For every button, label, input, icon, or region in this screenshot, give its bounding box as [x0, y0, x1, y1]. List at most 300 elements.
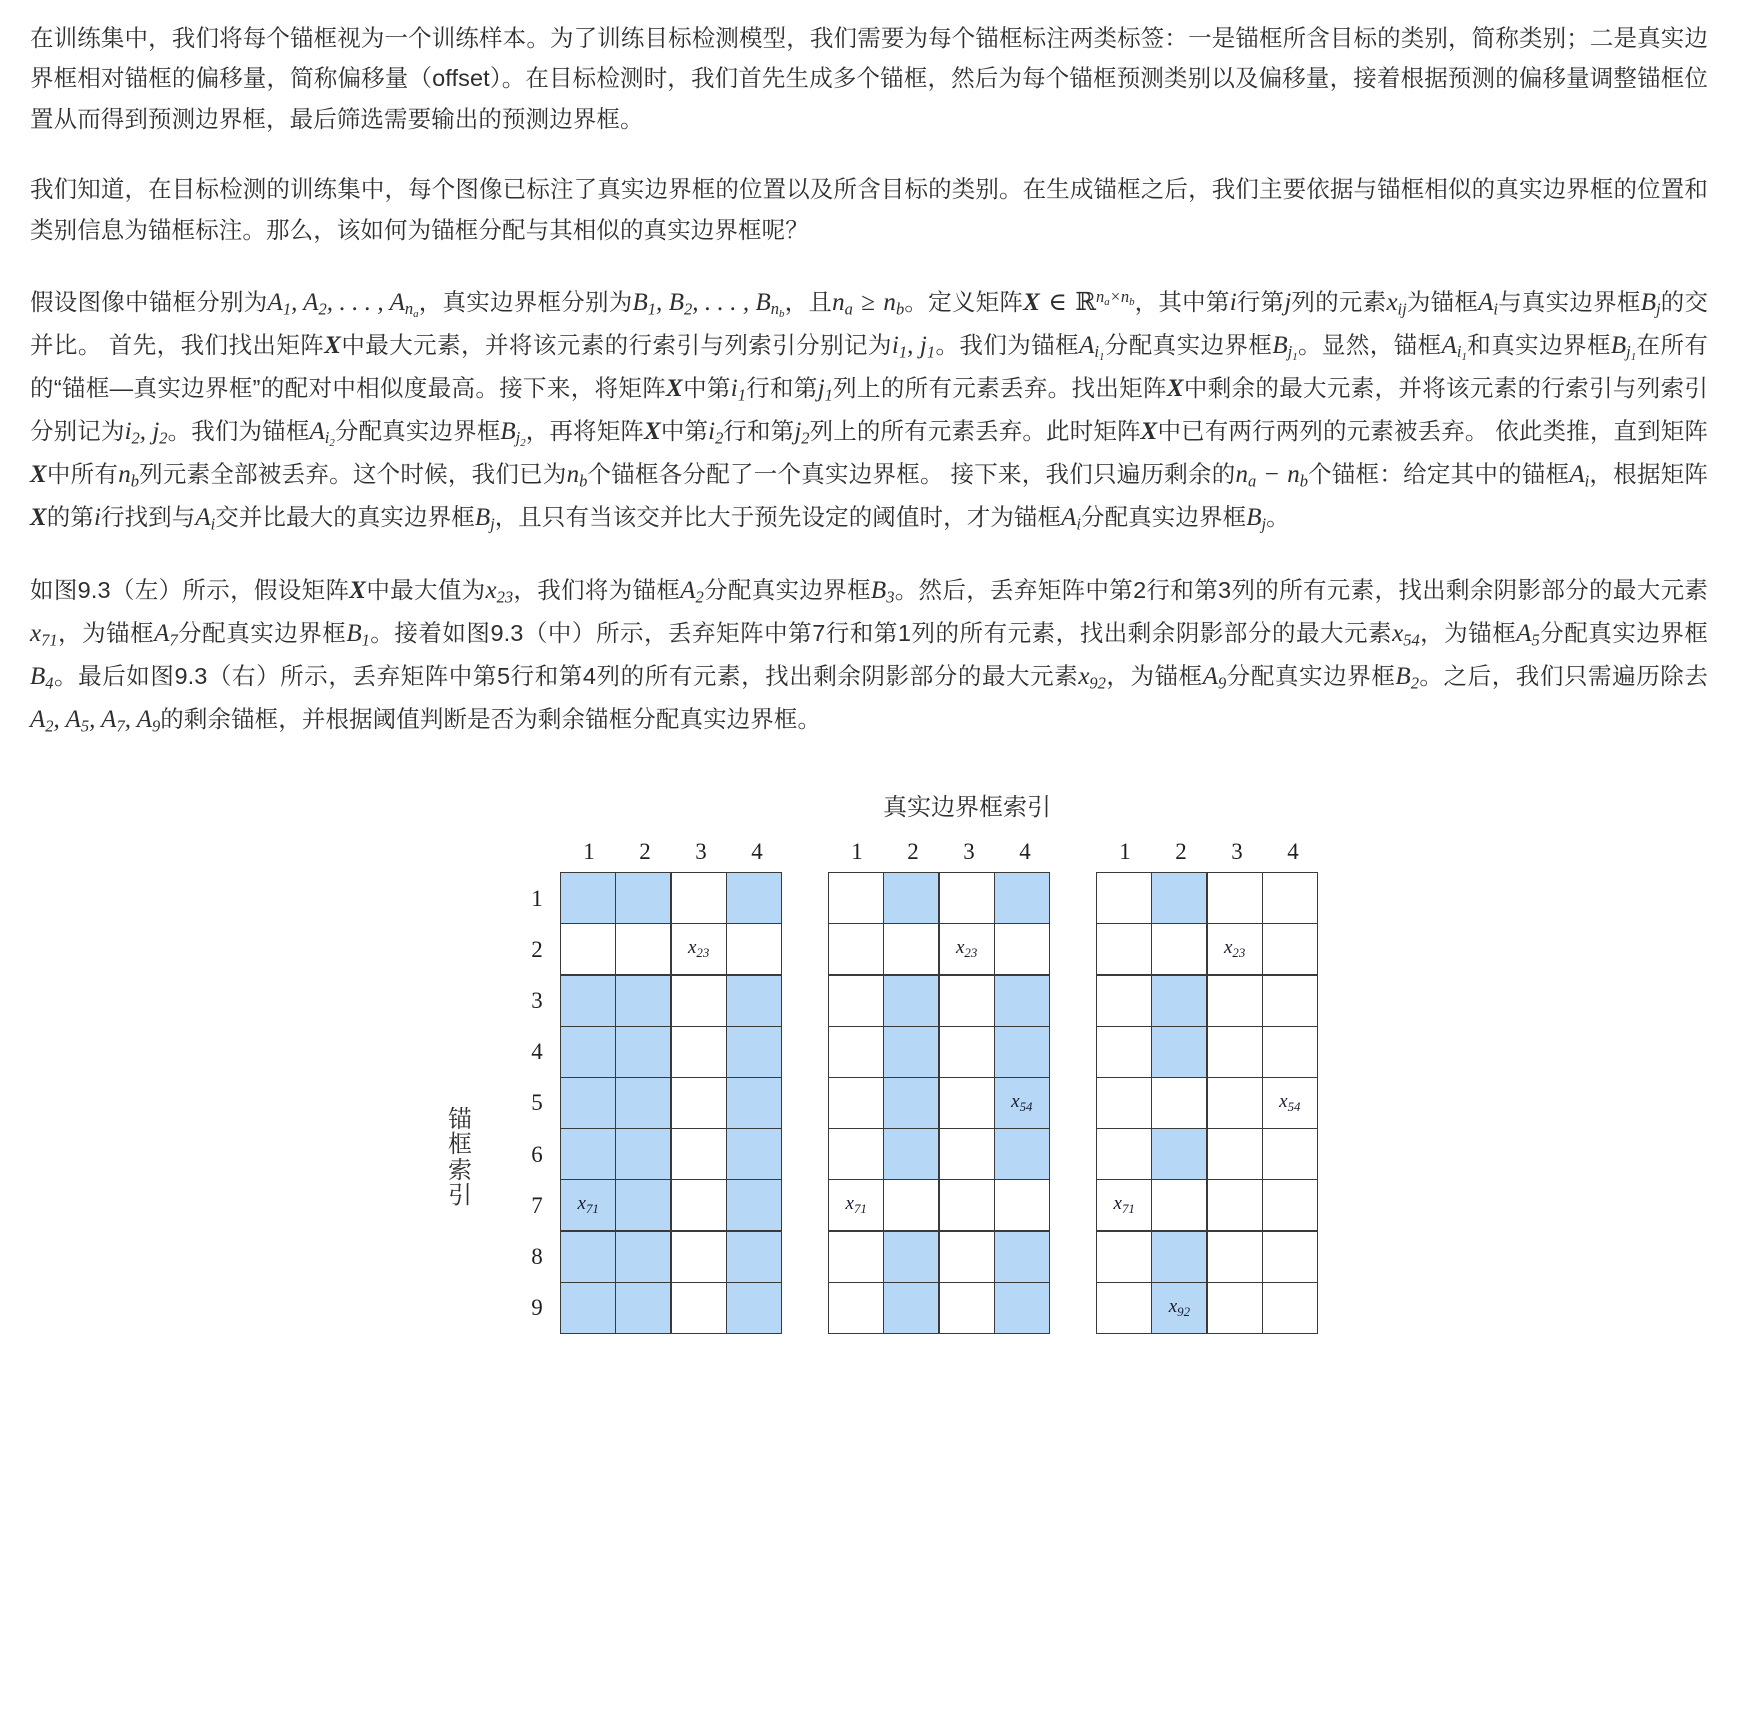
matrix-cell [828, 1231, 884, 1283]
math-Bj-3: $B_j$ [1246, 504, 1267, 534]
matrix-cell [726, 923, 782, 975]
p3-seg-17: 行和第 [745, 375, 818, 402]
matrix-row-cells [1097, 873, 1318, 924]
column-header: 2 [1175, 839, 1187, 865]
matrix-cell [1151, 1282, 1207, 1334]
column-header: 3 [1231, 839, 1243, 865]
matrix-row-cells [561, 873, 782, 924]
matrix-cell [1262, 1077, 1318, 1129]
matrix-cell [994, 1231, 1050, 1283]
math-Bj2: $B_{j_2}$ [500, 418, 526, 450]
matrix-cell [560, 872, 616, 924]
p3-seg-0: 假设图像中锚框分别为 [30, 289, 268, 316]
math-nb-2: $n_b$ [566, 461, 588, 491]
p4-seg-9: 分配真实边界框 [1539, 620, 1709, 647]
math-B2: $B_2$ [1395, 663, 1419, 693]
matrix-cell [726, 872, 782, 924]
matrix-cell [994, 1282, 1050, 1334]
matrix-row [829, 1231, 1053, 1282]
column-header: 2 [639, 839, 651, 865]
matrix-cell [1096, 1282, 1152, 1334]
math-X-4: X [644, 418, 661, 446]
matrix-row-cells [561, 924, 782, 975]
matrix-cell [883, 1179, 939, 1231]
math-X-in-R: ∈ ℝ$^{n_a\times n_b}$ [1048, 286, 1135, 317]
matrix-cell [1096, 1179, 1152, 1231]
p3-seg-10: 中最大元素，并将该元素的行索引与列索引分别记为 [341, 332, 892, 359]
matrix-cell [671, 872, 727, 924]
matrix-cell [939, 872, 995, 924]
math-i2: $i_2$ [708, 418, 724, 448]
matrix-row [829, 1078, 1053, 1129]
column-header: 4 [1019, 839, 1031, 865]
matrix-cell [726, 975, 782, 1027]
row-header: 2 [531, 936, 543, 962]
math-gtboxes-list: $B_1$, $B_2$, . . . , $B_{n_b}$ [632, 289, 785, 321]
matrix-cell [560, 1026, 616, 1078]
matrix-cell [1151, 1026, 1207, 1078]
math-na-minus-nb: $n_a - n_b$ [1235, 461, 1308, 491]
p3-seg-16: 中第 [682, 375, 731, 402]
matrix-row-cells [1097, 1180, 1318, 1231]
matrix-cell [1262, 1282, 1318, 1334]
matrix-cell [615, 1026, 671, 1078]
matrix-cell [671, 1026, 727, 1078]
matrix-row [1097, 1078, 1321, 1129]
math-A9: $A_9$ [1202, 663, 1227, 693]
matrix-right [1097, 839, 1321, 1334]
p3-seg-12: 分配真实边界框 [1104, 332, 1273, 359]
math-i2-j2: $i_2$, $j_2$ [124, 418, 168, 448]
p3-seg-1: ，真实边界框分别为 [418, 289, 633, 316]
p3-seg-6: 列的元素 [1291, 289, 1387, 316]
matrix-cell [994, 1026, 1050, 1078]
matrix-row [1097, 1231, 1321, 1282]
matrix-cell [1151, 1231, 1207, 1283]
math-A5: $A_5$ [1516, 620, 1540, 650]
matrix-row [513, 1129, 785, 1180]
matrix-cell [1151, 923, 1207, 975]
column-header: 3 [695, 839, 707, 865]
matrix-cell [883, 1231, 939, 1283]
matrix-cell [939, 1026, 995, 1078]
matrix-row-cells [829, 1129, 1050, 1180]
matrix-row-cells [829, 1231, 1050, 1282]
matrix-cell [939, 1179, 995, 1231]
matrix-row-cells [561, 1180, 782, 1231]
matrix-cell [615, 1077, 671, 1129]
matrix-row-cells [561, 975, 782, 1026]
column-header: 3 [963, 839, 975, 865]
matrix-row [829, 1283, 1053, 1334]
column-header: 2 [907, 839, 919, 865]
matrix-cell [994, 1128, 1050, 1180]
matrix-row [1097, 975, 1321, 1026]
math-Ai1-2: $A_{i_1}$ [1441, 332, 1467, 364]
row-header: 5 [531, 1090, 543, 1116]
matrix-cell [883, 923, 939, 975]
matrix-cell [726, 1026, 782, 1078]
p3-seg-15: 在所有的“锚框—真实边界框”的配对中相似度最高。接下来，将矩阵 [30, 332, 1709, 402]
column-header: 4 [1287, 839, 1299, 865]
matrix-row-cells [1097, 1129, 1318, 1180]
matrix-cell [1262, 1128, 1318, 1180]
p4-seg-4: 。然后，丢弃矩阵中第2行和第3列的所有元素，找出剩余阴影部分的最大元素 [894, 577, 1709, 604]
p3-seg-22: ，再将矩阵 [525, 418, 644, 445]
math-Ai-4: $A_i$ [1061, 504, 1081, 534]
math-A-excluded-list: $A_2$, $A_5$, $A_7$, $A_9$ [30, 706, 161, 736]
matrix-row-cells [561, 1078, 782, 1129]
matrix-row [1097, 1283, 1321, 1334]
p3-seg-8: 与真实边界框 [1498, 289, 1641, 316]
matrix-cell [1151, 1128, 1207, 1180]
matrix-cell [726, 1077, 782, 1129]
matrix-cell [994, 872, 1050, 924]
matrix-row [829, 924, 1053, 975]
matrix-row-cells [1097, 1283, 1318, 1334]
matrix-cell [615, 1231, 671, 1283]
matrix-cell [828, 1026, 884, 1078]
p3-seg-27: 中所有 [46, 461, 119, 488]
math-A2: $A_2$ [680, 577, 704, 607]
math-x54: $x_{54}$ [1392, 620, 1420, 650]
matrix-cell [1096, 1128, 1152, 1180]
matrix-row [1097, 1129, 1321, 1180]
matrix-cell [883, 1282, 939, 1334]
math-X-6: X [30, 461, 47, 489]
matrix-middle [829, 839, 1053, 1334]
matrix-cell [615, 1128, 671, 1180]
math-X-3: X [1166, 375, 1184, 403]
matrix-row-cells [561, 1129, 782, 1180]
p3-seg-21: 分配真实边界框 [334, 418, 501, 445]
p3-seg-23: 中第 [660, 418, 709, 445]
matrix-row [829, 1027, 1053, 1078]
p3-seg-7: 为锚框 [1406, 289, 1479, 316]
p4-seg-2: ，我们将为锚框 [513, 577, 681, 604]
matrix-cell [560, 1128, 616, 1180]
p3-seg-35: ，且只有当该交并比大于预先设定的阈值时，才为锚框 [494, 504, 1062, 531]
matrix-cell [1207, 1282, 1263, 1334]
p4-seg-13: 。之后，我们只需遍历除去 [1418, 663, 1708, 690]
p3-seg-37: 。 [1266, 504, 1290, 531]
math-X-5: X [1140, 418, 1158, 446]
matrix-cell [883, 1026, 939, 1078]
matrix-cell [994, 1077, 1050, 1129]
math-Ai-3: $A_i$ [195, 504, 216, 534]
column-headers-right [1097, 839, 1321, 865]
row-header: 8 [531, 1244, 543, 1270]
math-Ai: $A_i$ [1478, 289, 1499, 319]
matrix-row [513, 1231, 785, 1282]
matrix-row-cells [829, 1283, 1050, 1334]
column-header: 4 [751, 839, 763, 865]
column-headers-middle [829, 839, 1053, 865]
p3-seg-29: 个锚框各分配了一个真实边界框。 接下来，我们只遍历剩余的 [587, 461, 1236, 488]
paragraph-4 [30, 569, 1708, 741]
math-anchors-list: $A_1$, $A_2$, . . . , $A_{n_a}$ [267, 289, 419, 321]
matrix-cell [1262, 923, 1318, 975]
matrix-row-cells [1097, 924, 1318, 975]
matrix-cell [883, 1077, 939, 1129]
figure-row-axis-title-char: 索 [448, 1156, 472, 1184]
matrix-row [513, 1180, 785, 1231]
p4-seg-5: ，为锚框 [57, 620, 155, 647]
column-headers-left [513, 839, 785, 865]
p4-seg-0: 如图9.3（左）所示，假设矩阵 [30, 577, 350, 604]
figure-row-axis-title-char: 锚 [448, 1106, 472, 1134]
p3-seg-24: 行和第 [723, 418, 795, 445]
math-Ai-2: $A_i$ [1569, 461, 1590, 491]
figure-column-axis-title: 真实边界框索引 [883, 794, 1051, 822]
p3-seg-32: 的第 [46, 504, 94, 531]
paragraph-1: 在训练集中，我们将每个锚框视为一个训练样本。为了训练目标检测模型，我们需要为每个锚框标注两类标签：一是锚框所含目标的类别，简称类别；二是真实边界框相对锚框的偏移量，简称偏移量（offset）。在目标检测时，我们首先生成多个锚框，然后为每个锚框预测类别以及偏移量，接着根据预测的偏移量调整锚框位置从而得到预测边界框，最后筛选需要输出的预测边界框。 [30, 25, 1708, 132]
matrix-cell [1207, 975, 1263, 1027]
figure-row-axis-title-char: 框 [448, 1131, 472, 1159]
p3-seg-2: ，且 [784, 289, 833, 316]
matrix-cell [1262, 1026, 1318, 1078]
p3-seg-13: 。显然，锚框 [1297, 332, 1442, 359]
matrix-group [30, 839, 1708, 1334]
matrix-cell [1096, 975, 1152, 1027]
matrix-cell [1207, 1179, 1263, 1231]
p4-seg-8: ，为锚框 [1419, 620, 1517, 647]
matrix-cell [1151, 872, 1207, 924]
matrix-cell [828, 872, 884, 924]
matrix-row-cells [829, 924, 1050, 975]
row-header: 1 [531, 885, 543, 911]
matrix-cell [1207, 1077, 1263, 1129]
math-Ai1: $A_{i_1}$ [1079, 332, 1105, 364]
matrix-cell [994, 975, 1050, 1027]
matrix-cell [671, 923, 727, 975]
math-i-2: i [93, 504, 101, 532]
matrix-cell [1207, 872, 1263, 924]
matrix-cell [939, 1077, 995, 1129]
p3-seg-5: 行第 [1236, 289, 1285, 316]
matrix-cell [828, 923, 884, 975]
math-B4: $B_4$ [30, 663, 54, 693]
p3-seg-26: 中已有两行两列的元素被丢弃。 依此类推，直到矩阵 [1157, 418, 1709, 445]
row-header: 3 [531, 988, 543, 1014]
matrix-cell [560, 1282, 616, 1334]
matrix-cell [828, 975, 884, 1027]
matrix-cell [560, 1179, 616, 1231]
matrix-cell [615, 1282, 671, 1334]
p3-seg-25: 列上的所有元素丢弃。此时矩阵 [809, 418, 1141, 445]
matrix-cell [671, 1282, 727, 1334]
matrix-cell [1207, 1128, 1263, 1180]
cell-label: $x_{23}$ [955, 937, 978, 961]
math-x92: $x_{92}$ [1078, 663, 1106, 693]
matrix-cell [939, 923, 995, 975]
row-header: 4 [531, 1039, 543, 1065]
matrix-cell [560, 1231, 616, 1283]
matrix-cell [939, 1282, 995, 1334]
matrix-cell [1262, 1179, 1318, 1231]
matrix-cell [726, 1179, 782, 1231]
matrix-row-cells [1097, 975, 1318, 1026]
math-A7: $A_7$ [154, 620, 178, 650]
math-matrix-X-def: X [1023, 289, 1040, 317]
p4-seg-14: 的剩余锚框，并根据阈值判断是否为剩余锚框分配真实边界框。 [160, 706, 822, 733]
cell-label: $x_{54}$ [1011, 1091, 1033, 1114]
row-header: 6 [531, 1141, 543, 1167]
p3-seg-28: 列元素全部被丢弃。这个时候，我们已为 [138, 461, 567, 488]
p4-seg-12: 分配真实边界框 [1226, 663, 1396, 690]
p3-seg-30: 个锚框：给定其中的锚框 [1307, 461, 1570, 488]
matrix-cell [615, 975, 671, 1027]
p3-seg-11: 。我们为锚框 [935, 332, 1080, 359]
matrix-cell [615, 923, 671, 975]
matrix-cell [883, 1128, 939, 1180]
math-Ai2: $A_{i_2}$ [309, 418, 335, 450]
math-Bj-2: $B_j$ [474, 504, 495, 534]
matrix-cell [560, 975, 616, 1027]
matrix-cell [671, 1077, 727, 1129]
p4-seg-1: 中最大值为 [366, 577, 486, 604]
matrix-cell [615, 1179, 671, 1231]
p3-seg-36: 分配真实边界框 [1080, 504, 1247, 531]
matrix-cell [560, 923, 616, 975]
figure-row-axis-title-char: 引 [448, 1182, 472, 1210]
math-Bj1: $B_{j_1}$ [1272, 332, 1298, 364]
p3-seg-18: 列上的所有元素丢弃。找出矩阵 [832, 375, 1167, 402]
matrix-cell [828, 1128, 884, 1180]
matrix-cell [1262, 872, 1318, 924]
p3-seg-20: 。我们为锚框 [167, 418, 310, 445]
matrix-cell [671, 1128, 727, 1180]
matrix-cell [671, 1179, 727, 1231]
math-x23: $x_{23}$ [485, 577, 514, 607]
matrix-row [513, 1027, 785, 1078]
matrix-row-cells [1097, 1231, 1318, 1282]
matrix-row [829, 1129, 1053, 1180]
matrix-row-cells [829, 873, 1050, 924]
matrix-cell [1096, 1077, 1152, 1129]
matrix-cell [1096, 872, 1152, 924]
math-x71: $x_{71}$ [30, 620, 58, 650]
matrix-cell [1262, 975, 1318, 1027]
matrix-row-cells [829, 1078, 1050, 1129]
math-X-7: X [30, 504, 47, 532]
math-i: i [1229, 289, 1237, 317]
matrix-row-cells [829, 1180, 1050, 1231]
cell-label: $x_{54}$ [1279, 1091, 1301, 1114]
matrix-cell [726, 1282, 782, 1334]
p3-seg-9: 的交并比。 首先，我们找出矩阵 [30, 289, 1709, 359]
math-X-8: X [349, 577, 367, 605]
math-i1-j1: $i_1$, $j_1$ [891, 332, 936, 362]
matrix-cell [939, 1128, 995, 1180]
matrix-row [513, 1283, 785, 1334]
matrix-row-cells [1097, 1078, 1318, 1129]
matrix-cell [883, 872, 939, 924]
paragraph-3 [30, 280, 1708, 539]
paragraph-2: 我们知道，在目标检测的训练集中，每个图像已标注了真实边界框的位置以及所含目标的类别。在生成锚框之后，我们主要依据与锚框相似的真实边界框的位置和类别信息为锚框标注。那么，该如何为锚框分配与其相似的真实边界框呢？ [30, 176, 1708, 243]
matrix-cell [560, 1077, 616, 1129]
matrix-cell [939, 975, 995, 1027]
matrix-row [513, 924, 785, 975]
matrix-row-cells [829, 975, 1050, 1026]
figure-9-3 [30, 787, 1708, 1399]
p4-seg-11: ，为锚框 [1105, 663, 1203, 690]
cell-label: $x_{23}$ [687, 937, 710, 961]
matrix-row [1097, 1027, 1321, 1078]
math-j: j [1284, 289, 1292, 317]
matrix-cell [1207, 1026, 1263, 1078]
p4-seg-3: 分配真实边界框 [703, 577, 871, 604]
math-B3: $B_3$ [870, 577, 895, 607]
cell-label: $x_{71}$ [1113, 1193, 1135, 1217]
math-j2: $j_2$ [794, 418, 810, 448]
math-na-ge-nb: $n_a \ge n_b$ [832, 289, 905, 319]
matrix-row [513, 975, 785, 1026]
math-i1: $i_1$ [730, 375, 746, 405]
math-nb-1: $n_b$ [118, 461, 139, 491]
matrix-cell [828, 1077, 884, 1129]
matrix-row-cells [561, 1027, 782, 1078]
matrix-cell [994, 1179, 1050, 1231]
math-xij: $x_{ij}$ [1386, 289, 1407, 319]
cell-label: $x_{92}$ [1168, 1295, 1191, 1319]
matrix-cell [1096, 1026, 1152, 1078]
column-header: 1 [583, 839, 595, 865]
matrix-cell [615, 872, 671, 924]
matrix-cell [671, 975, 727, 1027]
matrix-cell [1151, 975, 1207, 1027]
matrix-row [1097, 873, 1321, 924]
matrix-row-cells [1097, 1027, 1318, 1078]
matrix-row-cells [829, 1027, 1050, 1078]
matrix-cell [726, 1231, 782, 1283]
math-Bj1-2: $B_{j_1}$ [1610, 332, 1637, 364]
matrix-cell [671, 1231, 727, 1283]
math-Bj: $B_j$ [1640, 289, 1661, 319]
p3-seg-4: ，其中第 [1134, 289, 1230, 316]
matrix-row [829, 1180, 1053, 1231]
cell-label: $x_{23}$ [1223, 937, 1246, 961]
matrix-row [513, 1078, 785, 1129]
math-B1: $B_1$ [346, 620, 370, 650]
math-X-1: X [324, 332, 341, 360]
matrix-left [513, 839, 785, 1334]
matrix-cell [1096, 923, 1152, 975]
p3-seg-19: 中剩余的最大元素，并将该元素的行索引与列索引分别记为 [30, 375, 1709, 445]
matrix-row-cells [561, 1283, 782, 1334]
matrix-cell [828, 1179, 884, 1231]
matrix-cell [1151, 1179, 1207, 1231]
matrix-cell [883, 975, 939, 1027]
cell-label: $x_{71}$ [577, 1193, 599, 1217]
p3-seg-31: ，根据矩阵 [1589, 461, 1708, 488]
matrix-cell [994, 923, 1050, 975]
matrix-cell [726, 1128, 782, 1180]
matrix-cell [828, 1282, 884, 1334]
matrix-row [513, 873, 785, 924]
p4-seg-10: 。最后如图9.3（右）所示，丢弃矩阵中第5行和第4列的所有元素，找出剩余阴影部分的最大元素 [53, 663, 1079, 690]
matrix-row [829, 873, 1053, 924]
matrix-cell [1207, 1231, 1263, 1283]
math-j1: $j_1$ [817, 375, 833, 405]
p3-seg-34: 交并比最大的真实边界框 [215, 504, 475, 531]
matrix-row [1097, 1180, 1321, 1231]
math-X-2: X [666, 375, 683, 403]
matrix-cell [939, 1231, 995, 1283]
p4-seg-7: 。接着如图9.3（中）所示，丢弃矩阵中第7行和第1列的所有元素，找出剩余阴影部分的最大元素 [369, 620, 1393, 647]
p4-seg-6: 分配真实边界框 [177, 620, 347, 647]
row-header: 7 [531, 1192, 543, 1218]
